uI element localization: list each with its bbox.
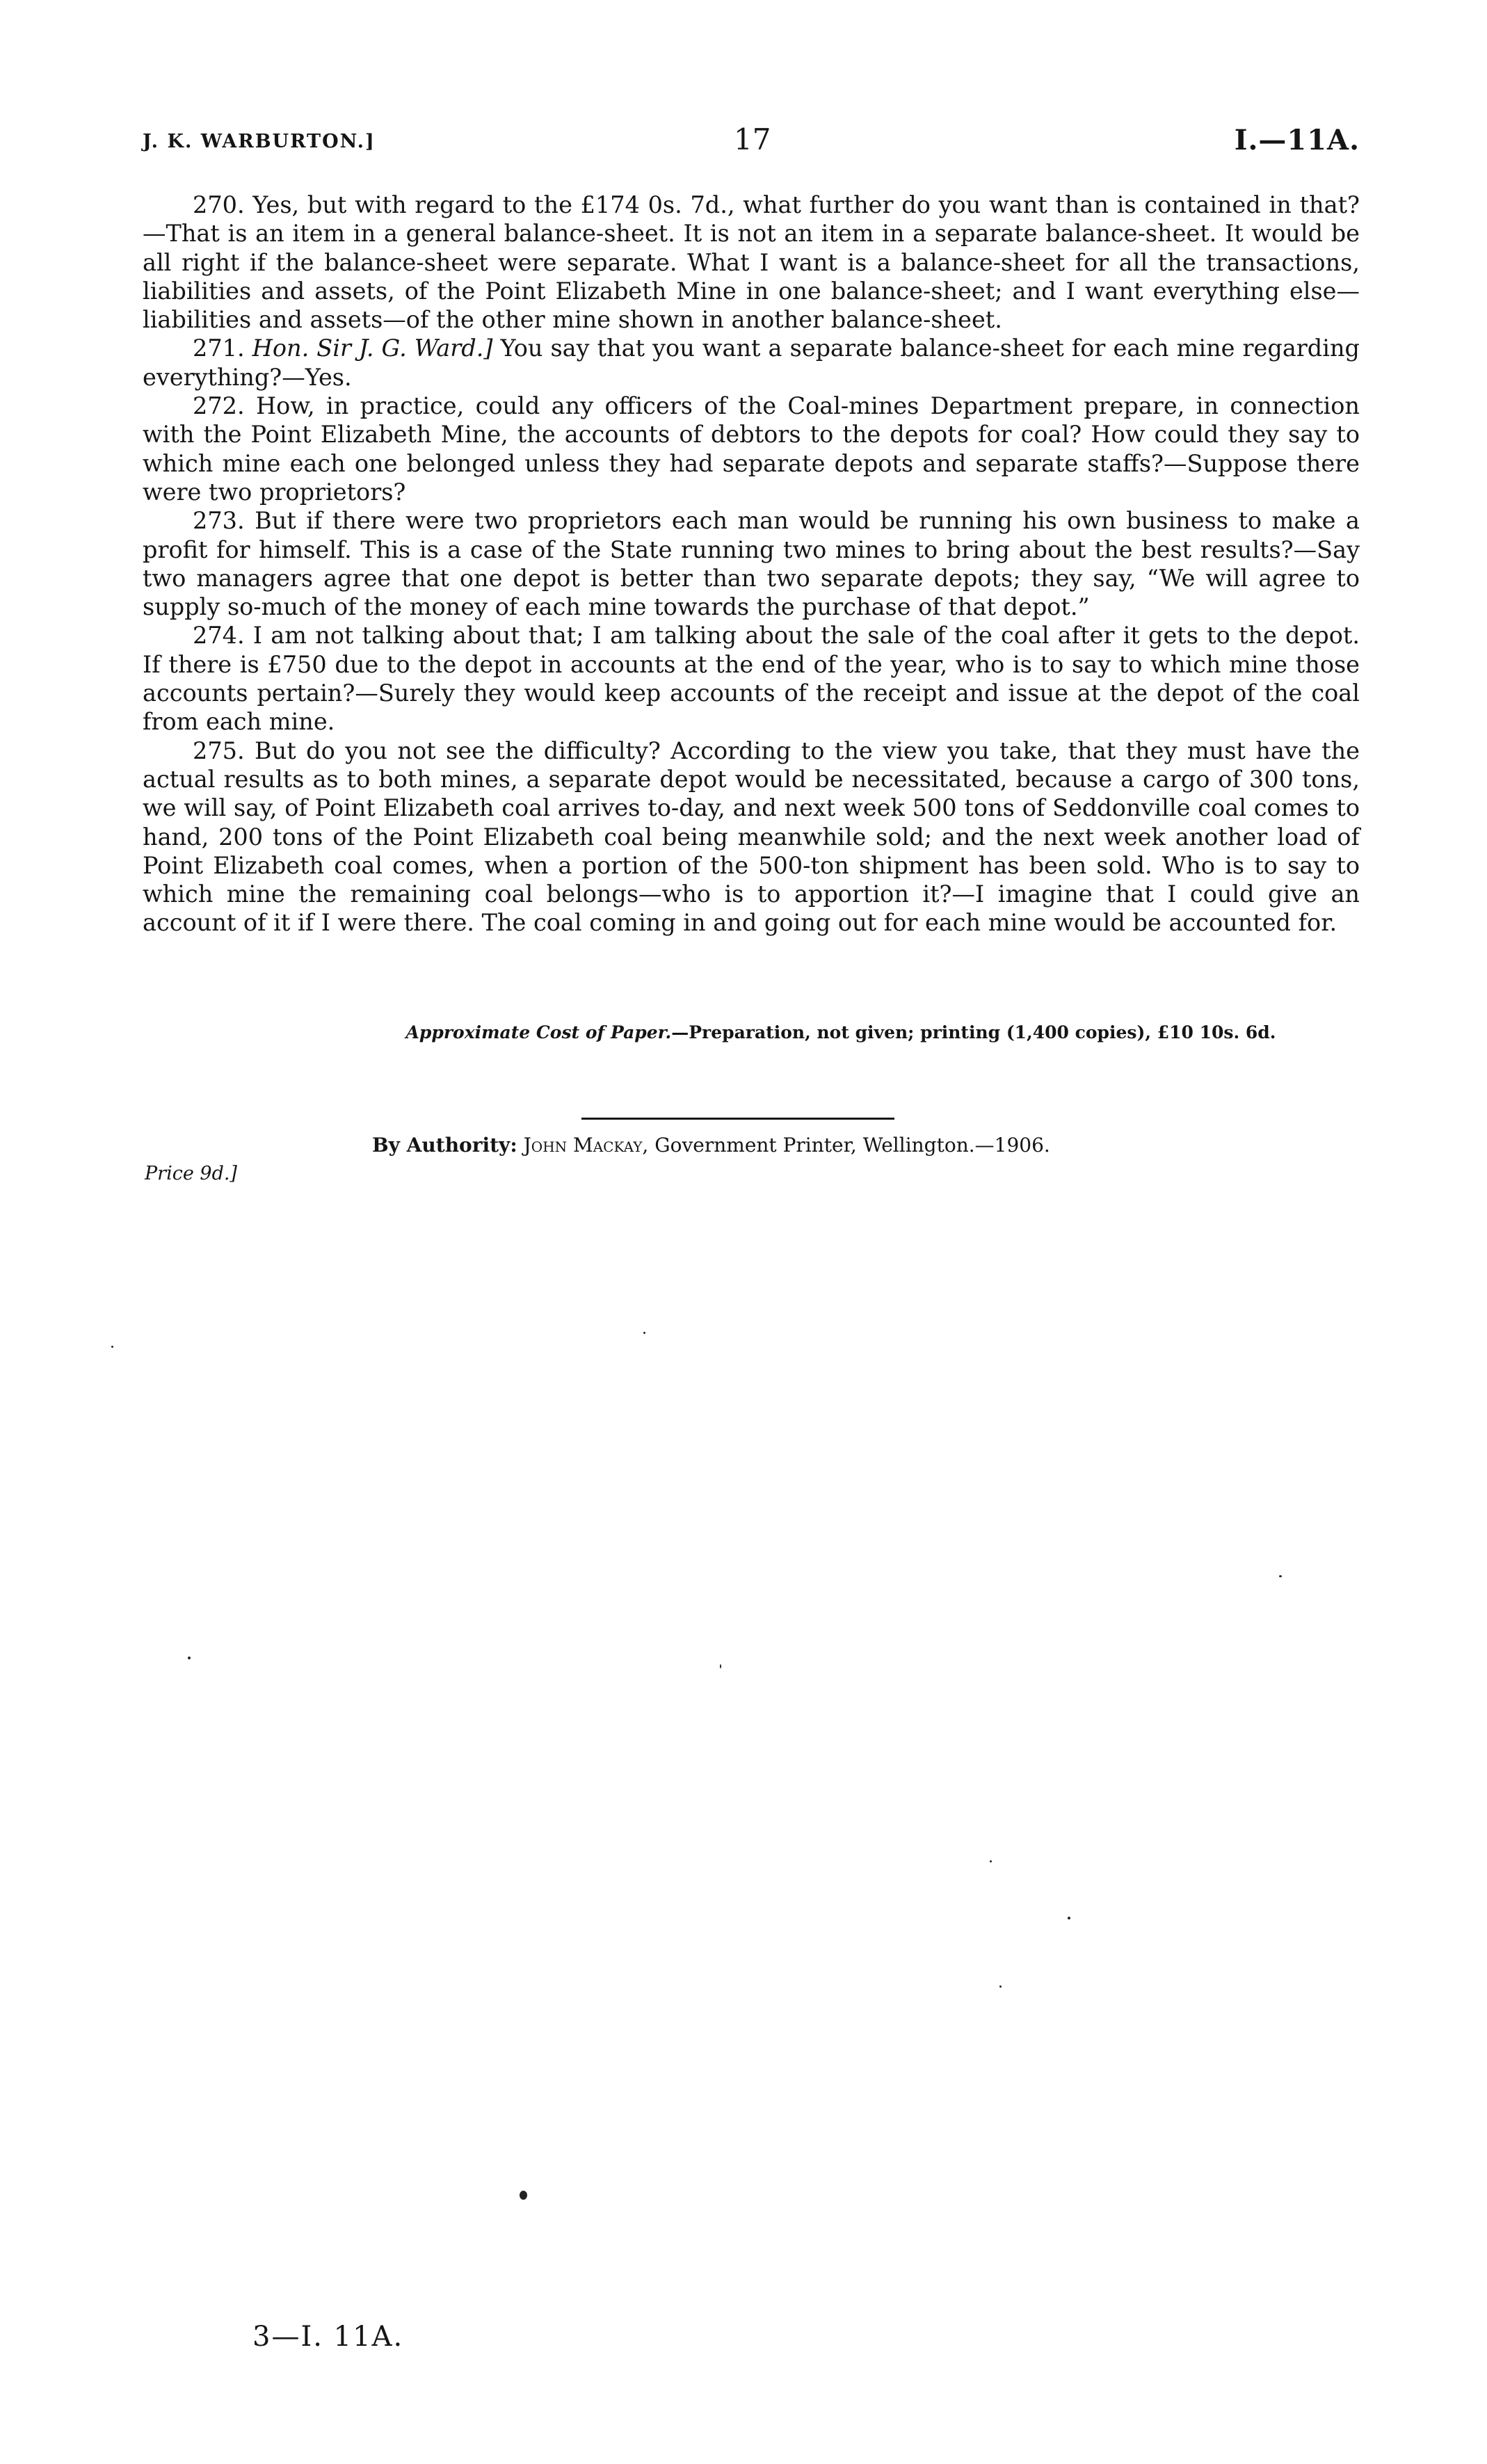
cost-text: —Preparation, not given; printing (1,400 copies), £10 10s. 6d.: [671, 1022, 1276, 1042]
paragraph-271-speaker: Hon. Sir J. G. Ward.]: [252, 335, 493, 362]
paragraph-272: 272. How, in practice, could any officers of the Coal-mines Department prepare, in connection with the Point Elizabeth Mine, the accounts of debtors to the depots for coal? How could they say to which mine each one belonged unless they had separate depots and separate staffs?—Suppose there were two proprietors?: [143, 392, 1360, 506]
scan-speck: [720, 1664, 721, 1668]
paragraph-275: 275. But do you not see the difficulty? According to the view you take, that they must have the actual results as to both mines, a separate depot would be necessitated, because a cargo of 300 tons, we will say, of Point Elizabeth coal arrives to-day, and next week 500 tons of Seddonville coal comes to hand, 200 tons of the Point Elizabeth coal being meanwhile sold; and the next week another load of Point Elizabeth coal comes, when a portion of the 500-ton shipment has been sold. Who is to say to which mine the remaining coal belongs—who is to apportion it?—I imagine that I could give an account of it if I were there. The coal coming in and going out for each mine would be accounted for.: [143, 736, 1360, 937]
page-number: 17: [734, 122, 771, 156]
paragraph-271-number: 271.: [193, 335, 245, 362]
scan-speck: [520, 2191, 527, 2200]
paragraph-271-text: You say that you want a separate balance-sheet for each mine regarding everything?—Yes.: [143, 335, 1360, 391]
sheet-signature: 3—I. 11A.: [252, 2321, 404, 2353]
price-note: Price 9d.]: [145, 1163, 237, 1184]
page-header: [143, 122, 1360, 164]
cost-label: Approximate Cost of Paper.: [405, 1022, 672, 1042]
divider-rule: [581, 1118, 894, 1120]
header-witness-name: J. K. WARBURTON.]: [143, 131, 376, 152]
document-reference: I.—11A.: [1234, 124, 1360, 156]
printer-details: Government Printer, Wellington.—1906.: [654, 1134, 1050, 1157]
scan-speck: [643, 1332, 645, 1334]
scan-speck: [999, 1986, 1002, 1988]
authority-label: By Authority:: [372, 1134, 517, 1157]
scan-speck: [990, 1860, 992, 1862]
printer-authority-line: [372, 1134, 1050, 1157]
paragraph-273: 273. But if there were two proprietors each man would be running his own business to make a profit for himself. This is a case of the State running two mines to bring about the best results?—Say two managers agree that one depot is better than two separate depots; they say, “We will agree to supply so-much of the money of each mine towards the purchase of that depot.”: [143, 507, 1360, 621]
scan-speck: [1279, 1575, 1282, 1577]
cost-of-paper-note: [0, 1022, 1487, 1042]
paragraph-271: [143, 334, 1360, 392]
paragraph-274: 274. I am not talking about that; I am talking about the sale of the coal after it gets to the depot. If there is £750 due to the depot in accounts at the end of the year, who is to say to which mine those accounts pertain?—Surely they would keep accounts of the receipt and issue at the depot of the coal from each mine.: [143, 622, 1360, 736]
paragraph-270: 270. Yes, but with regard to the £174 0s. 7d., what further do you want than is contained in that?—That is an item in a general balance-sheet. It is not an item in a separate balance-sheet. It would be all right if the balance-sheet were separate. What I want is a balance-sheet for all the transactions, liabilities and assets, of the Point Elizabeth Mine in one balance-sheet; and I want everything else—liabilities and assets—of the other mine shown in another balance-sheet.: [143, 191, 1360, 334]
scan-speck: [1068, 1917, 1070, 1919]
scan-speck: [188, 1657, 191, 1659]
testimony-body: [143, 191, 1360, 937]
scan-speck: [111, 1346, 113, 1348]
printer-name: John Mackay,: [523, 1134, 649, 1157]
